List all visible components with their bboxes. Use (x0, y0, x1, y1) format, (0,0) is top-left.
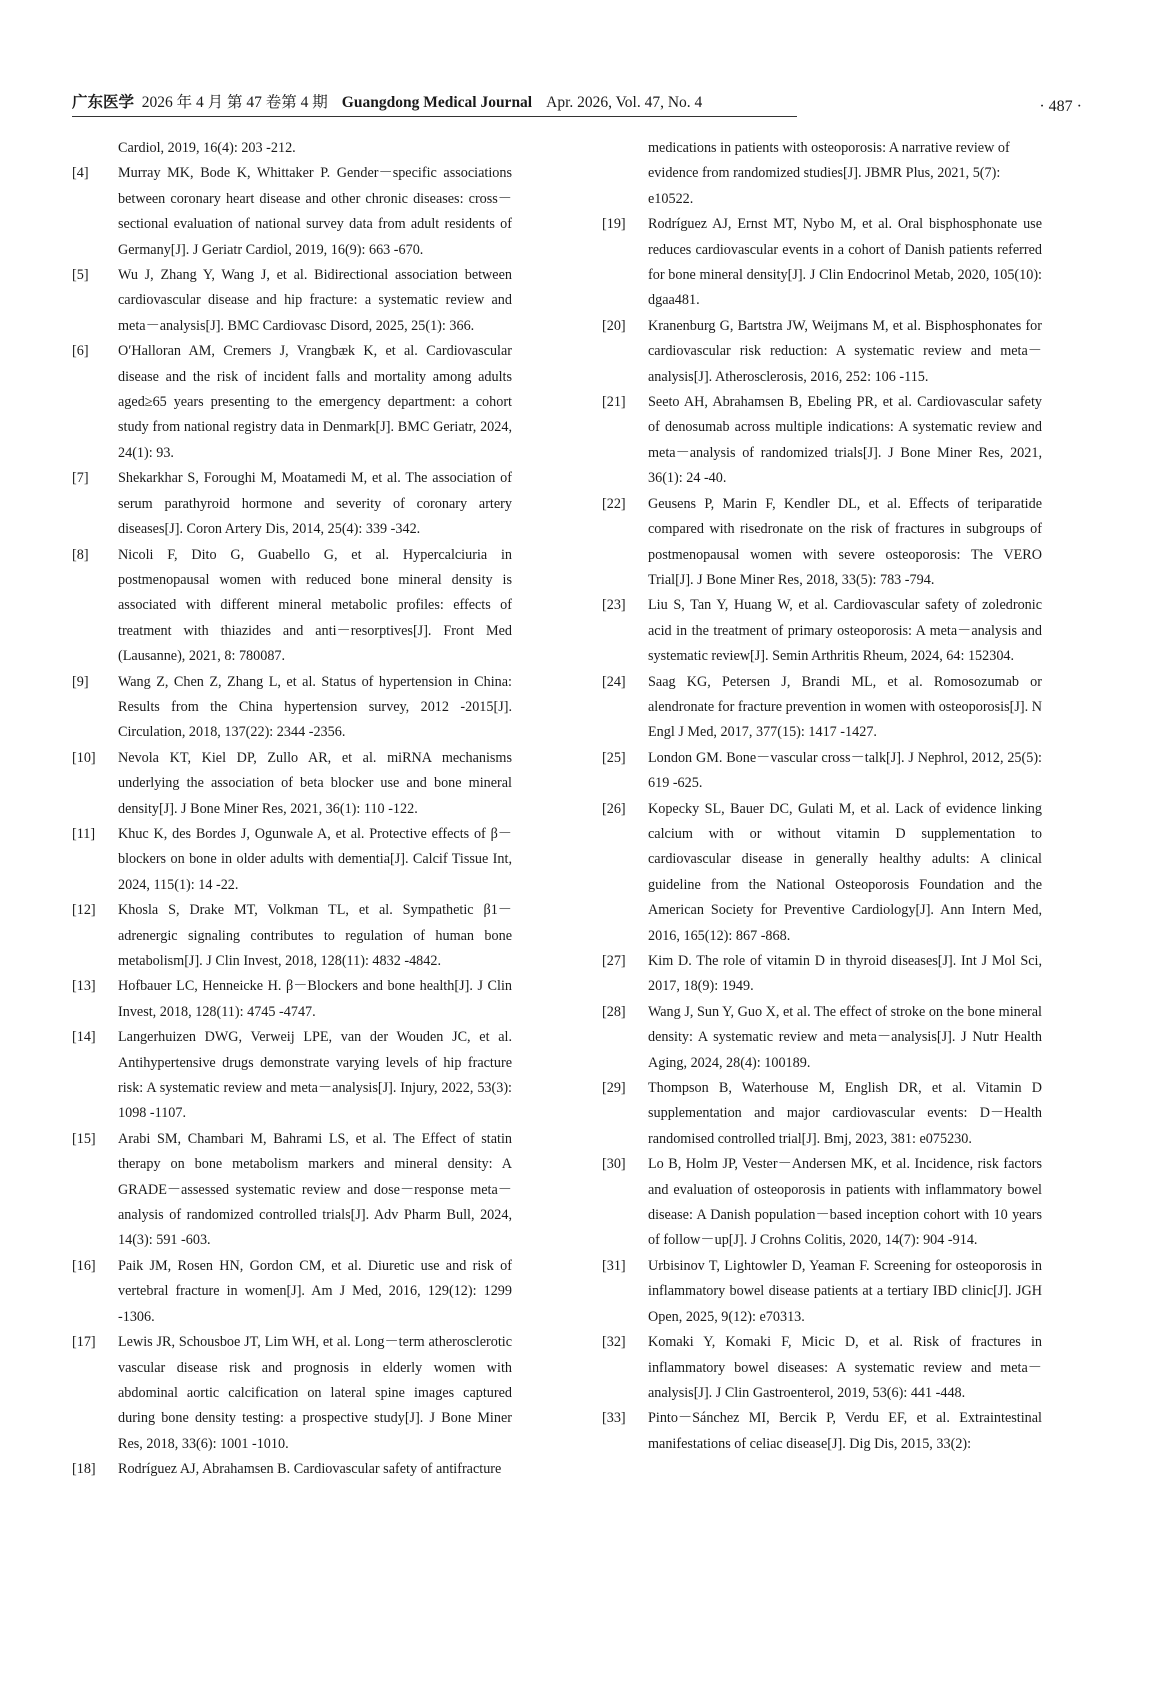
reference-item (602, 1406, 1042, 1457)
reference-number: [5] (72, 267, 89, 284)
reference-text: Wang Z, Chen Z, Zhang L, et al. Status of hypertension in China: Results from the China hypertension survey, 2012 -2015[J]. Circulation, 2018, 137(22): 2344 -2356. (118, 673, 512, 741)
reference-number: [7] (72, 470, 89, 487)
reference-text: O′Halloran AM, Cremers J, Vrangbæk K, et al. Cardiovascular disease and the risk of incident falls and mortality among adults aged≥65 years presenting to the emergency department: a cohort study from national registry data in Denmark[J]. BMC Geriatr, 2024, 24(1): 93. (118, 343, 512, 461)
reference-number: [11] (72, 825, 96, 842)
reference-text: Paik JM, Rosen HN, Gordon CM, et al. Diuretic use and risk of vertebral fracture in women[J]. Am J Med, 2016, 129(12): 1299 -1306. (118, 1257, 512, 1325)
reference-number: [26] (602, 800, 626, 817)
reference-item (72, 746, 512, 822)
reference-item (72, 543, 512, 670)
reference-number: [12] (72, 902, 96, 919)
reference-continuation: medications in patients with osteoporosis: A narrative review of evidence from randomized studies[J]. JBMR Plus, 2021, 5(7): e10522. (648, 140, 1010, 207)
header-journal-info (72, 90, 702, 116)
reference-item (602, 492, 1042, 594)
reference-item (72, 1330, 512, 1457)
reference-text: Seeto AH, Abrahamsen B, Ebeling PR, et al. Cardiovascular safety of denosumab across multiple indications: A systematic review and meta－analysis of randomized trials[J]. J Bone Miner Res, 2021, 36(1): 24 -40. (648, 394, 1042, 487)
reference-item (602, 212, 1042, 314)
reference-item (602, 390, 1042, 492)
reference-number: [16] (72, 1257, 96, 1274)
reference-item (72, 898, 512, 974)
reference-item (72, 1025, 512, 1127)
reference-item (72, 466, 512, 542)
reference-item (72, 263, 512, 339)
issue-info-cn: 2026 年 4 月 第 47 卷第 4 期 (141, 94, 328, 111)
reference-text: Urbisinov T, Lightowler D, Yeaman F. Screening for osteoporosis in inflammatory bowel disease patients at a tertiary IBD clinic[J]. JGH Open, 2025, 9(12): e70313. (648, 1257, 1042, 1325)
running-header (72, 90, 1082, 116)
reference-text: Saag KG, Petersen J, Brandi ML, et al. Romosozumab or alendronate for fracture prevention in women with osteoporosis[J]. N Engl J Med, 2017, 377(15): 1417 -1427. (648, 673, 1042, 741)
reference-number: [29] (602, 1080, 626, 1097)
reference-item (602, 1152, 1042, 1254)
reference-text: Murray MK, Bode K, Whittaker P. Gender－specific associations between coronary heart disease and other chronic diseases: cross－sectional evaluation of national survey data from adult residents of Germany[J]. J Geriatr Cardiol, 2019, 16(9): 663 -670. (118, 165, 512, 258)
reference-text: Kopecky SL, Bauer DC, Gulati M, et al. Lack of evidence linking calcium with or without vitamin D supplementation to cardiovascular disease in generally healthy adults: A clinical guideline from the National Osteoporosis Foundation and the American Society for Preventive Cardiology[J]. Ann Intern Med, 2016, 165(12): 867 -868. (648, 800, 1042, 944)
reference-item (602, 1254, 1042, 1330)
reference-number: [21] (602, 394, 626, 411)
reference-item (72, 1254, 512, 1330)
reference-text: Pinto－Sánchez MI, Bercik P, Verdu EF, et al. Extraintestinal manifestations of celiac disease[J]. Dig Dis, 2015, 33(2): (648, 1410, 1042, 1452)
reference-item (72, 1127, 512, 1254)
references-column-left (72, 136, 512, 1483)
reference-text: Nicoli F, Dito G, Guabello G, et al. Hypercalciuria in postmenopausal women with reduced bone mineral density is associated with different mineral metabolic profiles: effects of treatment with thiazides and anti－resorptives[J]. Front Med (Lausanne), 2021, 8: 780087. (118, 546, 512, 665)
reference-item (602, 797, 1042, 949)
reference-item (602, 314, 1042, 390)
reference-text: Thompson B, Waterhouse M, English DR, et al. Vitamin D supplementation and major cardiovascular events: D－Health randomised controlled trial[J]. Bmj, 2023, 381: e075230. (648, 1080, 1042, 1147)
reference-item (72, 339, 512, 466)
reference-number: [14] (72, 1029, 96, 1046)
reference-text: Langerhuizen DWG, Verweij LPE, van der Wouden JC, et al. Antihypertensive drugs demonstrate varying levels of hip fracture risk: A systematic review and meta－analysis[J]. Injury, 2022, 53(3): 1098 -1107. (118, 1029, 512, 1122)
reference-item (602, 670, 1042, 746)
reference-number: [17] (72, 1334, 96, 1351)
reference-item (602, 1076, 1042, 1152)
reference-number: [25] (602, 749, 626, 766)
reference-number: [33] (602, 1410, 626, 1427)
reference-number: [31] (602, 1257, 626, 1274)
reference-item (72, 822, 512, 898)
reference-item (72, 1457, 512, 1482)
reference-item (72, 974, 512, 1025)
reference-item (602, 949, 1042, 1000)
reference-number: [4] (72, 165, 89, 182)
journal-name-en: Guangdong Medical Journal (341, 94, 533, 111)
reference-number: [23] (602, 597, 626, 614)
issue-info-en: Apr. 2026, Vol. 47, No. 4 (546, 94, 703, 111)
reference-number: [18] (72, 1461, 96, 1478)
reference-text: Rodríguez AJ, Abrahamsen B. Cardiovascular safety of antifracture (118, 1461, 502, 1478)
reference-text: Khuc K, des Bordes J, Ogunwale A, et al. Protective effects of β－blockers on bone in older adults with dementia[J]. Calcif Tissue Int, 2024, 115(1): 14 -22. (118, 825, 512, 893)
reference-text: Geusens P, Marin F, Kendler DL, et al. Effects of teriparatide compared with risedronate on the risk of fractures in subgroups of postmenopausal women with severe osteoporosis: The VERO Trial[J]. J Bone Miner Res, 2018, 33(5): 783 -794. (648, 495, 1042, 588)
reference-text: Lewis JR, Schousboe JT, Lim WH, et al. Long－term atherosclerotic vascular disease risk and prognosis in elderly women with abdominal aortic calcification on lateral spine images captured during bone density testing: a prospective study[J]. J Bone Miner Res, 2018, 33(6): 1001 -1010. (118, 1334, 512, 1452)
reference-number: [8] (72, 546, 89, 563)
reference-number: [24] (602, 673, 626, 690)
reference-text: Wang J, Sun Y, Guo X, et al. The effect of stroke on the bone mineral density: A systematic review and meta－analysis[J]. J Nutr Health Aging, 2024, 28(4): 100189. (648, 1003, 1042, 1071)
reference-item (72, 161, 512, 263)
reference-text: Shekarkhar S, Foroughi M, Moatamedi M, et al. The association of serum parathyroid hormone and severity of coronary artery diseases[J]. Coron Artery Dis, 2014, 25(4): 339 -342. (118, 470, 512, 538)
reference-number: [9] (72, 673, 89, 690)
reference-number: [27] (602, 953, 626, 969)
reference-number: [19] (602, 216, 626, 233)
reference-item (72, 670, 512, 746)
reference-text: Arabi SM, Chambari M, Bahrami LS, et al. The Effect of statin therapy on bone metabolism markers and mineral density: A GRADE－assessed systematic review and dose－response meta－analysis of randomized controlled trials[J]. Adv Pharm Bull, 2024, 14(3): 591 -603. (118, 1130, 512, 1249)
reference-number: [22] (602, 495, 626, 512)
reference-text: Rodríguez AJ, Ernst MT, Nybo M, et al. Oral bisphosphonate use reduces cardiovascular events in a cohort of Danish patients referred for bone mineral density[J]. J Clin Endocrinol Metab, 2020, 105(10): dgaa481. (648, 216, 1042, 309)
reference-text: Komaki Y, Komaki F, Micic D, et al. Risk of fractures in inflammatory bowel diseases: A systematic review and meta－analysis[J]. J Clin Gastroenterol, 2019, 53(6): 441 -448. (648, 1334, 1042, 1401)
reference-number: [32] (602, 1334, 626, 1351)
reference-text: Nevola KT, Kiel DP, Zullo AR, et al. miRNA mechanisms underlying the association of beta blocker use and bone mineral density[J]. J Bone Miner Res, 2021, 36(1): 110 -122. (118, 749, 512, 817)
reference-number: [10] (72, 749, 96, 766)
header-rule (72, 116, 797, 117)
journal-name-cn: 广东医学 (72, 94, 135, 111)
reference-text: London GM. Bone－vascular cross－talk[J]. J Nephrol, 2012, 25(5): 619 -625. (648, 749, 1042, 792)
reference-number: [15] (72, 1130, 96, 1147)
reference-text: Liu S, Tan Y, Huang W, et al. Cardiovascular safety of zoledronic acid in the treatment of primary osteoporosis: A meta－analysis and systematic review[J]. Semin Arthritis Rheum, 2024, 64: 152304. (648, 597, 1042, 665)
reference-number: [6] (72, 343, 89, 360)
reference-text: Kim D. The role of vitamin D in thyroid diseases[J]. Int J Mol Sci, 2017, 18(9): 1949. (648, 953, 1042, 995)
reference-item (602, 1000, 1042, 1076)
reference-continuation: Cardiol, 2019, 16(4): 203 -212. (118, 140, 296, 156)
reference-text: Lo B, Holm JP, Vester－Andersen MK, et al. Incidence, risk factors and evaluation of osteoporosis in patients with inflammatory bowel disease: A Danish population－based inception cohort with 10 years of follow－up[J]. J Crohns Colitis, 2020, 14(7): 904 -914. (648, 1156, 1042, 1249)
reference-number: [20] (602, 317, 626, 334)
reference-number: [13] (72, 978, 96, 995)
reference-text: Hofbauer LC, Henneicke H. β－Blockers and bone health[J]. J Clin Invest, 2018, 128(11): 4745 -4747. (118, 978, 512, 1020)
reference-item (602, 1330, 1042, 1406)
reference-number: [28] (602, 1003, 626, 1020)
reference-item (602, 593, 1042, 669)
reference-number: [30] (602, 1156, 626, 1173)
reference-text: Kranenburg G, Bartstra JW, Weijmans M, et al. Bisphosphonates for cardiovascular risk reduction: A systematic review and meta－analysis[J]. Atherosclerosis, 2016, 252: 106 -115. (648, 317, 1042, 385)
reference-text: Khosla S, Drake MT, Volkman TL, et al. Sympathetic β1－adrenergic signaling contributes to regulation of human bone metabolism[J]. J Clin Invest, 2018, 128(11): 4832 -4842. (118, 902, 512, 969)
reference-text: Wu J, Zhang Y, Wang J, et al. Bidirectional association between cardiovascular disease and hip fracture: a systematic review and meta－analysis[J]. BMC Cardiovasc Disord, 2025, 25(1): 366. (118, 267, 512, 334)
page-number: · 487 · (1039, 98, 1082, 115)
reference-item (602, 746, 1042, 797)
references-column-right (602, 136, 1042, 1457)
